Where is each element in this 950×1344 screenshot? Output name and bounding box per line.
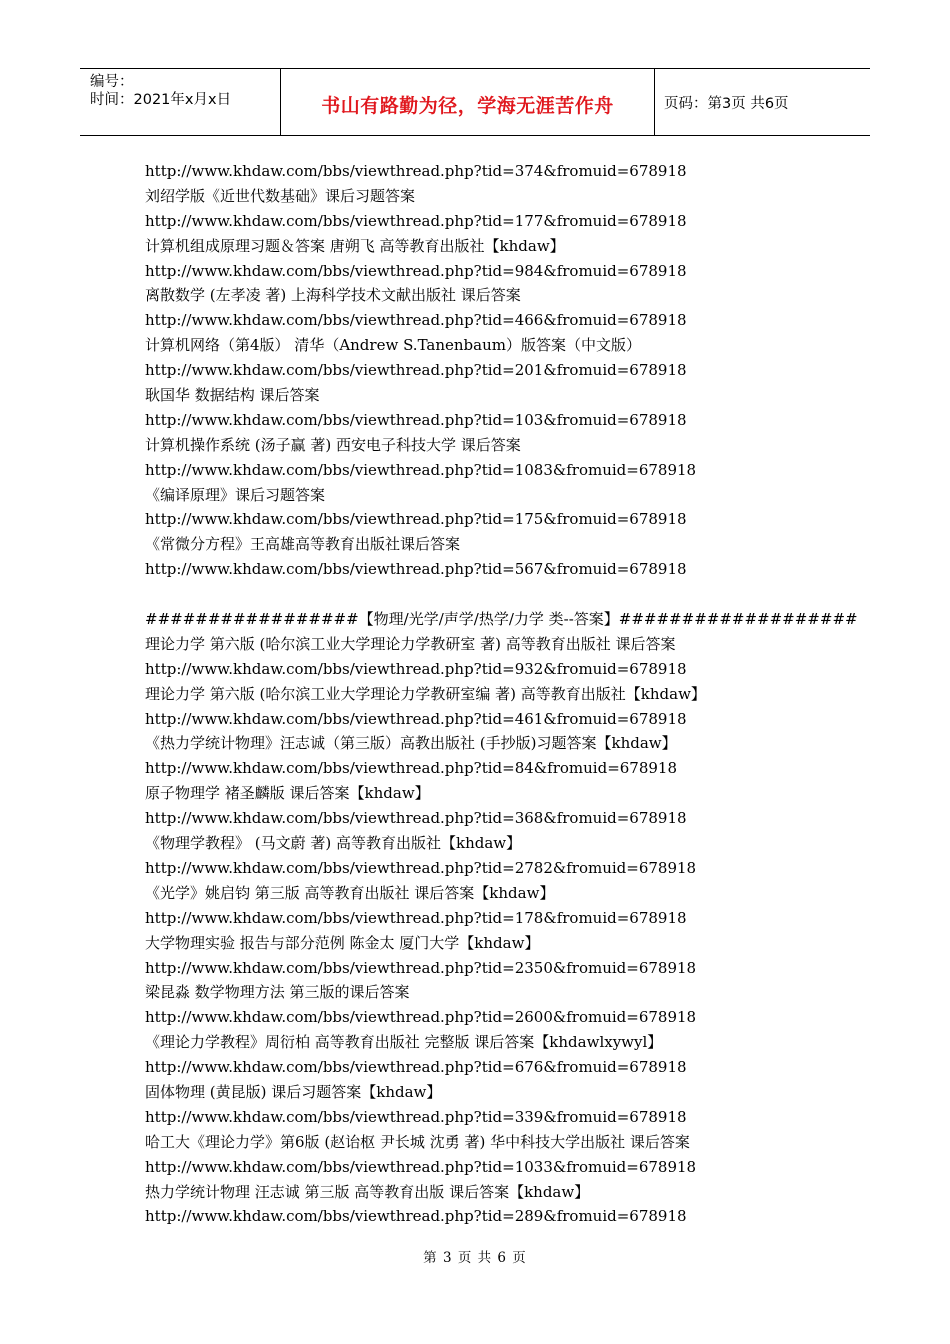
entry-title: 计算机操作系统 (汤子赢 著) 西安电子科技大学 课后答案 bbox=[145, 435, 521, 454]
time-label: 时间：2021年x月x日 bbox=[90, 92, 232, 108]
code-label: 编号： bbox=[90, 74, 134, 90]
link-url[interactable]: http://www.khdaw.com/bbs/viewthread.php?tid=2350&fromuid=678918 bbox=[145, 958, 697, 977]
blank-line bbox=[145, 582, 825, 607]
link-url[interactable]: http://www.khdaw.com/bbs/viewthread.php?tid=339&fromuid=678918 bbox=[145, 1107, 687, 1126]
link-url[interactable]: http://www.khdaw.com/bbs/viewthread.php?tid=201&fromuid=678918 bbox=[145, 361, 687, 380]
link-url[interactable]: http://www.khdaw.com/bbs/viewthread.php?tid=2600&fromuid=678918 bbox=[145, 1008, 697, 1027]
entry-title: 《光学》姚启钧 第三版 高等教育出版社 课后答案【khdaw】 bbox=[145, 883, 555, 902]
link-url[interactable]: http://www.khdaw.com/bbs/viewthread.php?tid=984&fromuid=678918 bbox=[145, 261, 687, 280]
document-body bbox=[145, 159, 858, 1229]
link-url[interactable]: http://www.khdaw.com/bbs/viewthread.php?tid=932&fromuid=678918 bbox=[145, 659, 687, 678]
entry-title: 理论力学 第六版 (哈尔滨工业大学理论力学教研室 著) 高等教育出版社 课后答案 bbox=[145, 634, 676, 653]
link-url[interactable]: http://www.khdaw.com/bbs/viewthread.php?tid=289&fromuid=678918 bbox=[145, 1207, 687, 1226]
link-url[interactable]: http://www.khdaw.com/bbs/viewthread.php?tid=676&fromuid=678918 bbox=[145, 1058, 687, 1077]
entry-title: 原子物理学 褚圣麟版 课后答案【khdaw】 bbox=[145, 784, 430, 803]
entry-title: 哈工大《理论力学》第6版 (赵诒枢 尹长城 沈勇 著) 华中科技大学出版社 课后答案 bbox=[145, 1132, 690, 1151]
link-url[interactable]: http://www.khdaw.com/bbs/viewthread.php?tid=374&fromuid=678918 bbox=[145, 162, 687, 180]
block-computer-answers bbox=[145, 159, 825, 582]
entry-title: 计算机网络（第4版） 清华（Andrew S.Tanenbaum）版答案（中文版） bbox=[145, 336, 641, 355]
header-right-cell bbox=[655, 69, 870, 135]
motto: 书山有路勤为径，学海无涯苦作舟 bbox=[321, 94, 614, 117]
entry-title: 理论力学 第六版 (哈尔滨工业大学理论力学教研室编 著) 高等教育出版社【khdaw】 bbox=[145, 684, 706, 703]
entry-title: 计算机组成原理习题＆答案 唐朔飞 高等教育出版社【khdaw】 bbox=[145, 236, 565, 255]
entry-title: 固体物理 (黄昆版) 课后习题答案【khdaw】 bbox=[145, 1082, 442, 1101]
page-header bbox=[80, 68, 870, 136]
link-url[interactable]: http://www.khdaw.com/bbs/viewthread.php?tid=84&fromuid=678918 bbox=[145, 759, 678, 778]
entry-title: 梁昆淼 数学物理方法 第三版的课后答案 bbox=[145, 983, 410, 1002]
page-info: 页码：第3页 共6页 bbox=[664, 95, 789, 112]
header-middle-cell bbox=[281, 69, 655, 135]
link-url[interactable]: http://www.khdaw.com/bbs/viewthread.php?tid=466&fromuid=678918 bbox=[145, 311, 687, 330]
entry-title: 《理论力学教程》周衍柏 高等教育出版社 完整版 课后答案【khdawlxywyl】 bbox=[145, 1033, 663, 1052]
link-url[interactable]: http://www.khdaw.com/bbs/viewthread.php?tid=175&fromuid=678918 bbox=[145, 510, 687, 529]
entry-title: 《常微分方程》王高雄高等教育出版社课后答案 bbox=[145, 535, 461, 554]
entry-title: 刘绍学版《近世代数基础》课后习题答案 bbox=[145, 186, 416, 205]
entry-title: 《编译原理》课后习题答案 bbox=[145, 485, 326, 504]
link-url[interactable]: http://www.khdaw.com/bbs/viewthread.php?tid=177&fromuid=678918 bbox=[145, 211, 687, 230]
link-url[interactable]: http://www.khdaw.com/bbs/viewthread.php?tid=368&fromuid=678918 bbox=[145, 809, 687, 828]
link-url[interactable]: http://www.khdaw.com/bbs/viewthread.php?tid=567&fromuid=678918 bbox=[145, 560, 687, 579]
entry-title: #################【物理/光学/声学/热学/力学 类--答案】################### bbox=[145, 610, 858, 629]
link-url[interactable]: http://www.khdaw.com/bbs/viewthread.php?tid=461&fromuid=678918 bbox=[145, 709, 687, 728]
entry-title: 耿国华 数据结构 课后答案 bbox=[145, 386, 320, 405]
entry-title: 《物理学教程》 (马文蔚 著) 高等教育出版社【khdaw】 bbox=[145, 834, 522, 853]
page-footer: 第 3 页 共 6 页 bbox=[423, 1250, 527, 1266]
link-url[interactable]: http://www.khdaw.com/bbs/viewthread.php?tid=1033&fromuid=678918 bbox=[145, 1157, 697, 1176]
entry-title: 大学物理实验 报告与部分范例 陈金太 厦门大学【khdaw】 bbox=[145, 933, 540, 952]
link-url[interactable]: http://www.khdaw.com/bbs/viewthread.php?tid=103&fromuid=678918 bbox=[145, 410, 687, 429]
block-physics-answers bbox=[145, 607, 858, 1229]
link-url[interactable]: http://www.khdaw.com/bbs/viewthread.php?tid=178&fromuid=678918 bbox=[145, 908, 687, 927]
entry-title: 热力学统计物理 汪志诚 第三版 高等教育出版 课后答案【khdaw】 bbox=[145, 1182, 590, 1201]
link-url[interactable]: http://www.khdaw.com/bbs/viewthread.php?tid=1083&fromuid=678918 bbox=[145, 460, 697, 479]
entry-title: 《热力学统计物理》汪志诚（第三版）高教出版社 (手抄版)习题答案【khdaw】 bbox=[145, 734, 677, 753]
link-url[interactable]: http://www.khdaw.com/bbs/viewthread.php?tid=2782&fromuid=678918 bbox=[145, 858, 697, 877]
entry-title: 离散数学 (左孝凌 著) 上海科学技术文献出版社 课后答案 bbox=[145, 286, 521, 305]
header-left-cell bbox=[80, 69, 281, 135]
